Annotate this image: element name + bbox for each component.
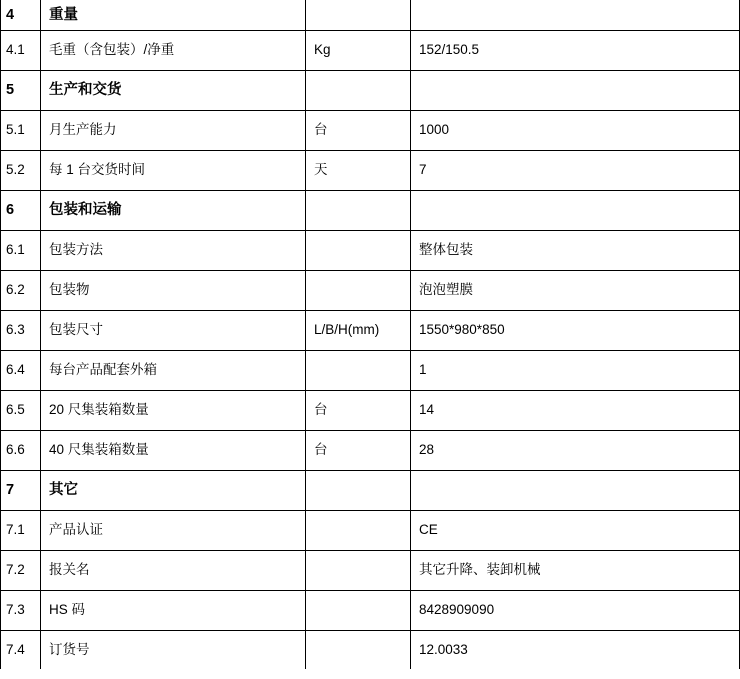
row-number-cell: 7.1 — [1, 511, 41, 551]
row-item-cell: 生产和交货 — [41, 71, 306, 111]
table-row — [1, 551, 740, 591]
table-row — [1, 511, 740, 551]
table-row — [1, 31, 740, 71]
row-unit-cell — [306, 551, 411, 591]
row-number-cell: 6.4 — [1, 351, 41, 391]
row-value-cell: 1000 — [411, 111, 740, 151]
row-item-cell: 20 尺集装箱数量 — [41, 391, 306, 431]
row-number-cell: 4.1 — [1, 31, 41, 71]
row-value-cell: 152/150.5 — [411, 31, 740, 71]
row-item-cell: 包装方法 — [41, 231, 306, 271]
row-unit-cell: Kg — [306, 31, 411, 71]
row-item-cell: 订货号 — [41, 631, 306, 670]
row-value-cell: 1550*980*850 — [411, 311, 740, 351]
row-item-cell: 包装尺寸 — [41, 311, 306, 351]
row-number-cell: 6.3 — [1, 311, 41, 351]
row-number-cell: 7.4 — [1, 631, 41, 670]
row-item-cell: 每 1 台交货时间 — [41, 151, 306, 191]
row-value-cell: 其它升降、装卸机械 — [411, 551, 740, 591]
row-value-cell: 7 — [411, 151, 740, 191]
table-row — [1, 351, 740, 391]
table-row — [1, 191, 740, 231]
table-row — [1, 271, 740, 311]
table-row — [1, 631, 740, 670]
row-unit-cell — [306, 511, 411, 551]
row-number-cell: 7.3 — [1, 591, 41, 631]
row-item-cell: 40 尺集装箱数量 — [41, 431, 306, 471]
row-item-cell: 重量 — [41, 0, 306, 31]
row-number-cell: 6.5 — [1, 391, 41, 431]
row-number-cell: 6 — [1, 191, 41, 231]
row-value-cell: CE — [411, 511, 740, 551]
row-item-cell: 月生产能力 — [41, 111, 306, 151]
row-value-cell: 12.0033 — [411, 631, 740, 670]
row-value-cell — [411, 71, 740, 111]
table-row — [1, 71, 740, 111]
row-unit-cell: 天 — [306, 151, 411, 191]
table-row — [1, 311, 740, 351]
row-item-cell: 其它 — [41, 471, 306, 511]
row-number-cell: 7.2 — [1, 551, 41, 591]
row-number-cell: 5 — [1, 71, 41, 111]
row-unit-cell: 台 — [306, 391, 411, 431]
row-value-cell — [411, 191, 740, 231]
row-unit-cell — [306, 191, 411, 231]
row-item-cell: HS 码 — [41, 591, 306, 631]
table-row — [1, 591, 740, 631]
table-row — [1, 0, 740, 31]
table-row — [1, 431, 740, 471]
row-number-cell: 6.6 — [1, 431, 41, 471]
row-item-cell: 毛重（含包装）/净重 — [41, 31, 306, 71]
row-unit-cell: 台 — [306, 431, 411, 471]
row-value-cell: 泡泡塑膜 — [411, 271, 740, 311]
row-item-cell: 每台产品配套外箱 — [41, 351, 306, 391]
row-number-cell: 6.1 — [1, 231, 41, 271]
table-row — [1, 111, 740, 151]
row-number-cell: 5.2 — [1, 151, 41, 191]
row-unit-cell — [306, 591, 411, 631]
table-row — [1, 231, 740, 271]
row-item-cell: 包装和运输 — [41, 191, 306, 231]
row-unit-cell — [306, 71, 411, 111]
row-item-cell: 报关名 — [41, 551, 306, 591]
row-value-cell: 整体包装 — [411, 231, 740, 271]
row-unit-cell — [306, 471, 411, 511]
table-row — [1, 391, 740, 431]
row-value-cell: 1 — [411, 351, 740, 391]
row-value-cell: 8428909090 — [411, 591, 740, 631]
table-row — [1, 151, 740, 191]
row-unit-cell: L/B/H(mm) — [306, 311, 411, 351]
row-number-cell: 4 — [1, 0, 41, 31]
row-unit-cell: 台 — [306, 111, 411, 151]
row-item-cell: 产品认证 — [41, 511, 306, 551]
row-item-cell: 包装物 — [41, 271, 306, 311]
row-value-cell — [411, 471, 740, 511]
row-unit-cell — [306, 0, 411, 31]
row-value-cell: 14 — [411, 391, 740, 431]
row-unit-cell — [306, 271, 411, 311]
row-unit-cell — [306, 631, 411, 670]
table-row — [1, 471, 740, 511]
row-number-cell: 7 — [1, 471, 41, 511]
row-number-cell: 5.1 — [1, 111, 41, 151]
specification-table-body — [1, 0, 740, 669]
row-unit-cell — [306, 351, 411, 391]
row-unit-cell — [306, 231, 411, 271]
row-number-cell: 6.2 — [1, 271, 41, 311]
row-value-cell: 28 — [411, 431, 740, 471]
row-value-cell — [411, 0, 740, 31]
